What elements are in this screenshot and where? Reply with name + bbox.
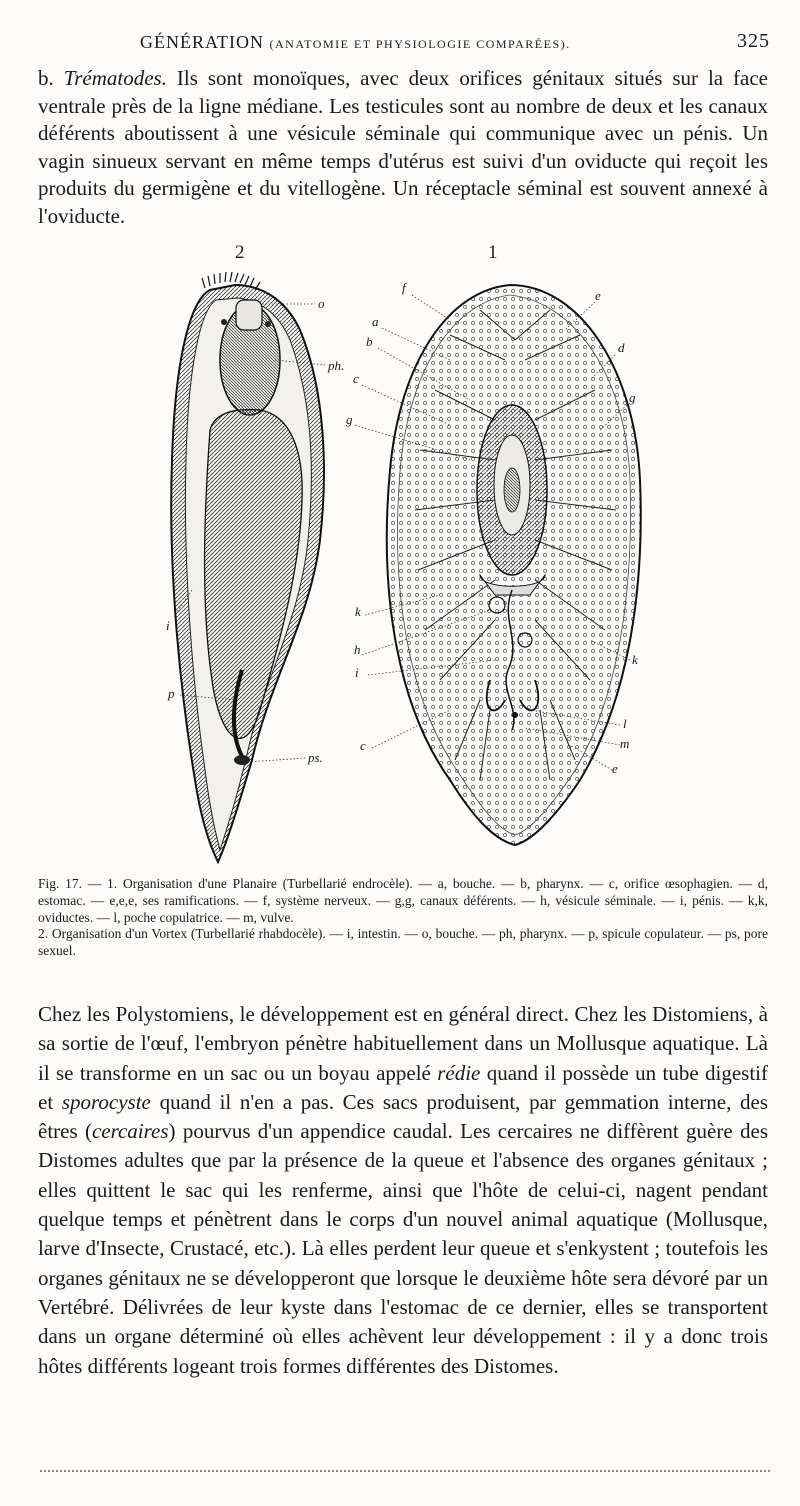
label-i-right: i: [355, 665, 359, 680]
label-g-left: g: [346, 412, 353, 427]
label-i-left: i: [166, 618, 170, 633]
figure-label-2: 2: [235, 242, 245, 263]
label-o: o: [318, 296, 325, 311]
para2-sporocyste: sporocyste: [61, 1089, 151, 1114]
vortex-drawing: [171, 272, 324, 862]
paragraph-polystomiens: [38, 1000, 768, 1381]
label-c-bottom: c: [360, 738, 366, 753]
label-e-bottom: e: [612, 761, 618, 776]
running-title: [140, 32, 571, 53]
label-e-top: e: [595, 288, 601, 303]
label-k-right: k: [632, 652, 638, 667]
page-number: 325: [737, 30, 770, 52]
running-title-main: GÉNÉRATION: [140, 32, 264, 52]
label-p: p: [168, 686, 175, 701]
label-b: b: [366, 334, 373, 349]
figure-17: [150, 240, 670, 865]
caption-line-2: 2. Organisation d'un Vortex (Turbellarié rhabdocèle). — i, intestin. — o, bouche. — ph, pharynx. — p, spicule copulateur. — ps, pore sexuel.: [38, 926, 768, 959]
para1-lead-italic: Trématodes.: [63, 66, 167, 90]
label-d: d: [618, 340, 625, 355]
label-ph: ph.: [328, 358, 345, 373]
figure-illustration: [150, 240, 670, 865]
label-c-top: c: [353, 371, 359, 386]
running-header: [140, 30, 770, 60]
label-l: l: [623, 716, 627, 731]
label-a: a: [372, 314, 379, 329]
para1-lead: b.: [38, 66, 54, 90]
para2-cercaires: cercaires: [91, 1119, 169, 1144]
para2-redie: rédie: [437, 1060, 481, 1085]
para2-t1: Chez les Polystomiens, le développement est en général direct. Chez les Distomiens, à sa sortie de l'œuf, l'embryon pénètre habituellement dans un Mollusque aquatique. Là il se transforme en un sac ou un boyau appelé: [38, 1002, 768, 1085]
para1-text: Ils sont monoïques, avec deux orifices génitaux situés sur la face ventrale près de la ligne médiane. Les testicules sont au nombre de deux et les canaux déférents aboutissent à une vésicule séminale qui communique avec un pénis. Un vagin sinueux servant en même temps d'utérus est suivi d'un oviducte qui reçoit les produits du germigène et du vitellogène. Un réceptacle séminal est souvent annexé à l'oviducte.: [38, 66, 769, 228]
paragraph-trematodes: [38, 65, 768, 231]
figure-caption: [38, 876, 768, 960]
para2-t3: quand il n'en a pas. Ces sacs produisent, par gemmation interne, des êtres (: [38, 1089, 769, 1144]
para2-t4: ) pourvus d'un appendice caudal. Les cercaires ne diffèrent guère des Distomes adultes que par la présence de la queue et l'absence des organes génitaux ; elles quittent le sac qui les renferme, ainsi que l'hôte de celui-ci, nagent pendant quelque temps et pénètrent dans le corps d'un nouvel animal aquatique (Mollusque, larve d'Insecte, Crustacé, etc.). Là elles perdent leur queue et s'enkystent ; toutefois les organes génitaux ne se développeront que lorsque le deuxième hôte sera dévoré par un Vertébré. Délivrées de leur kyste dans l'estomac de ce dernier, elles se transportent dans un organe déterminé où elles achèvent leur développement : il y a donc trois hôtes différents logeant trois formes différentes des Distomes.: [38, 1119, 768, 1378]
label-g-right: g: [629, 390, 636, 405]
label-ps: ps.: [308, 750, 323, 765]
figure-label-1: 1: [488, 242, 498, 263]
planaire-drawing: [387, 285, 641, 845]
caption-line-1: Fig. 17. — 1. Organisation d'une Planaire (Turbellarié endrocèle). — a, bouche. — b, pharynx. — c, orifice œsophagien. — d, estomac. — e,e,e, ses ramifications. — f, système nerveux. — g,g, canaux déférents. — h, vésicule séminale. — i, pénis. — k,k, oviductes. — l, poche copulatrice. — m, vulve.: [38, 876, 768, 925]
para2-t2: quand il possède un tube digestif et: [38, 1060, 768, 1114]
running-title-sub: (ANATOMIE ET PHYSIOLOGIE COMPARÉES).: [269, 37, 571, 51]
label-f: f: [402, 280, 406, 295]
label-h: h: [354, 642, 361, 657]
label-k-left: k: [355, 604, 361, 619]
footer-rule: [40, 1470, 770, 1472]
label-m: m: [620, 736, 630, 751]
